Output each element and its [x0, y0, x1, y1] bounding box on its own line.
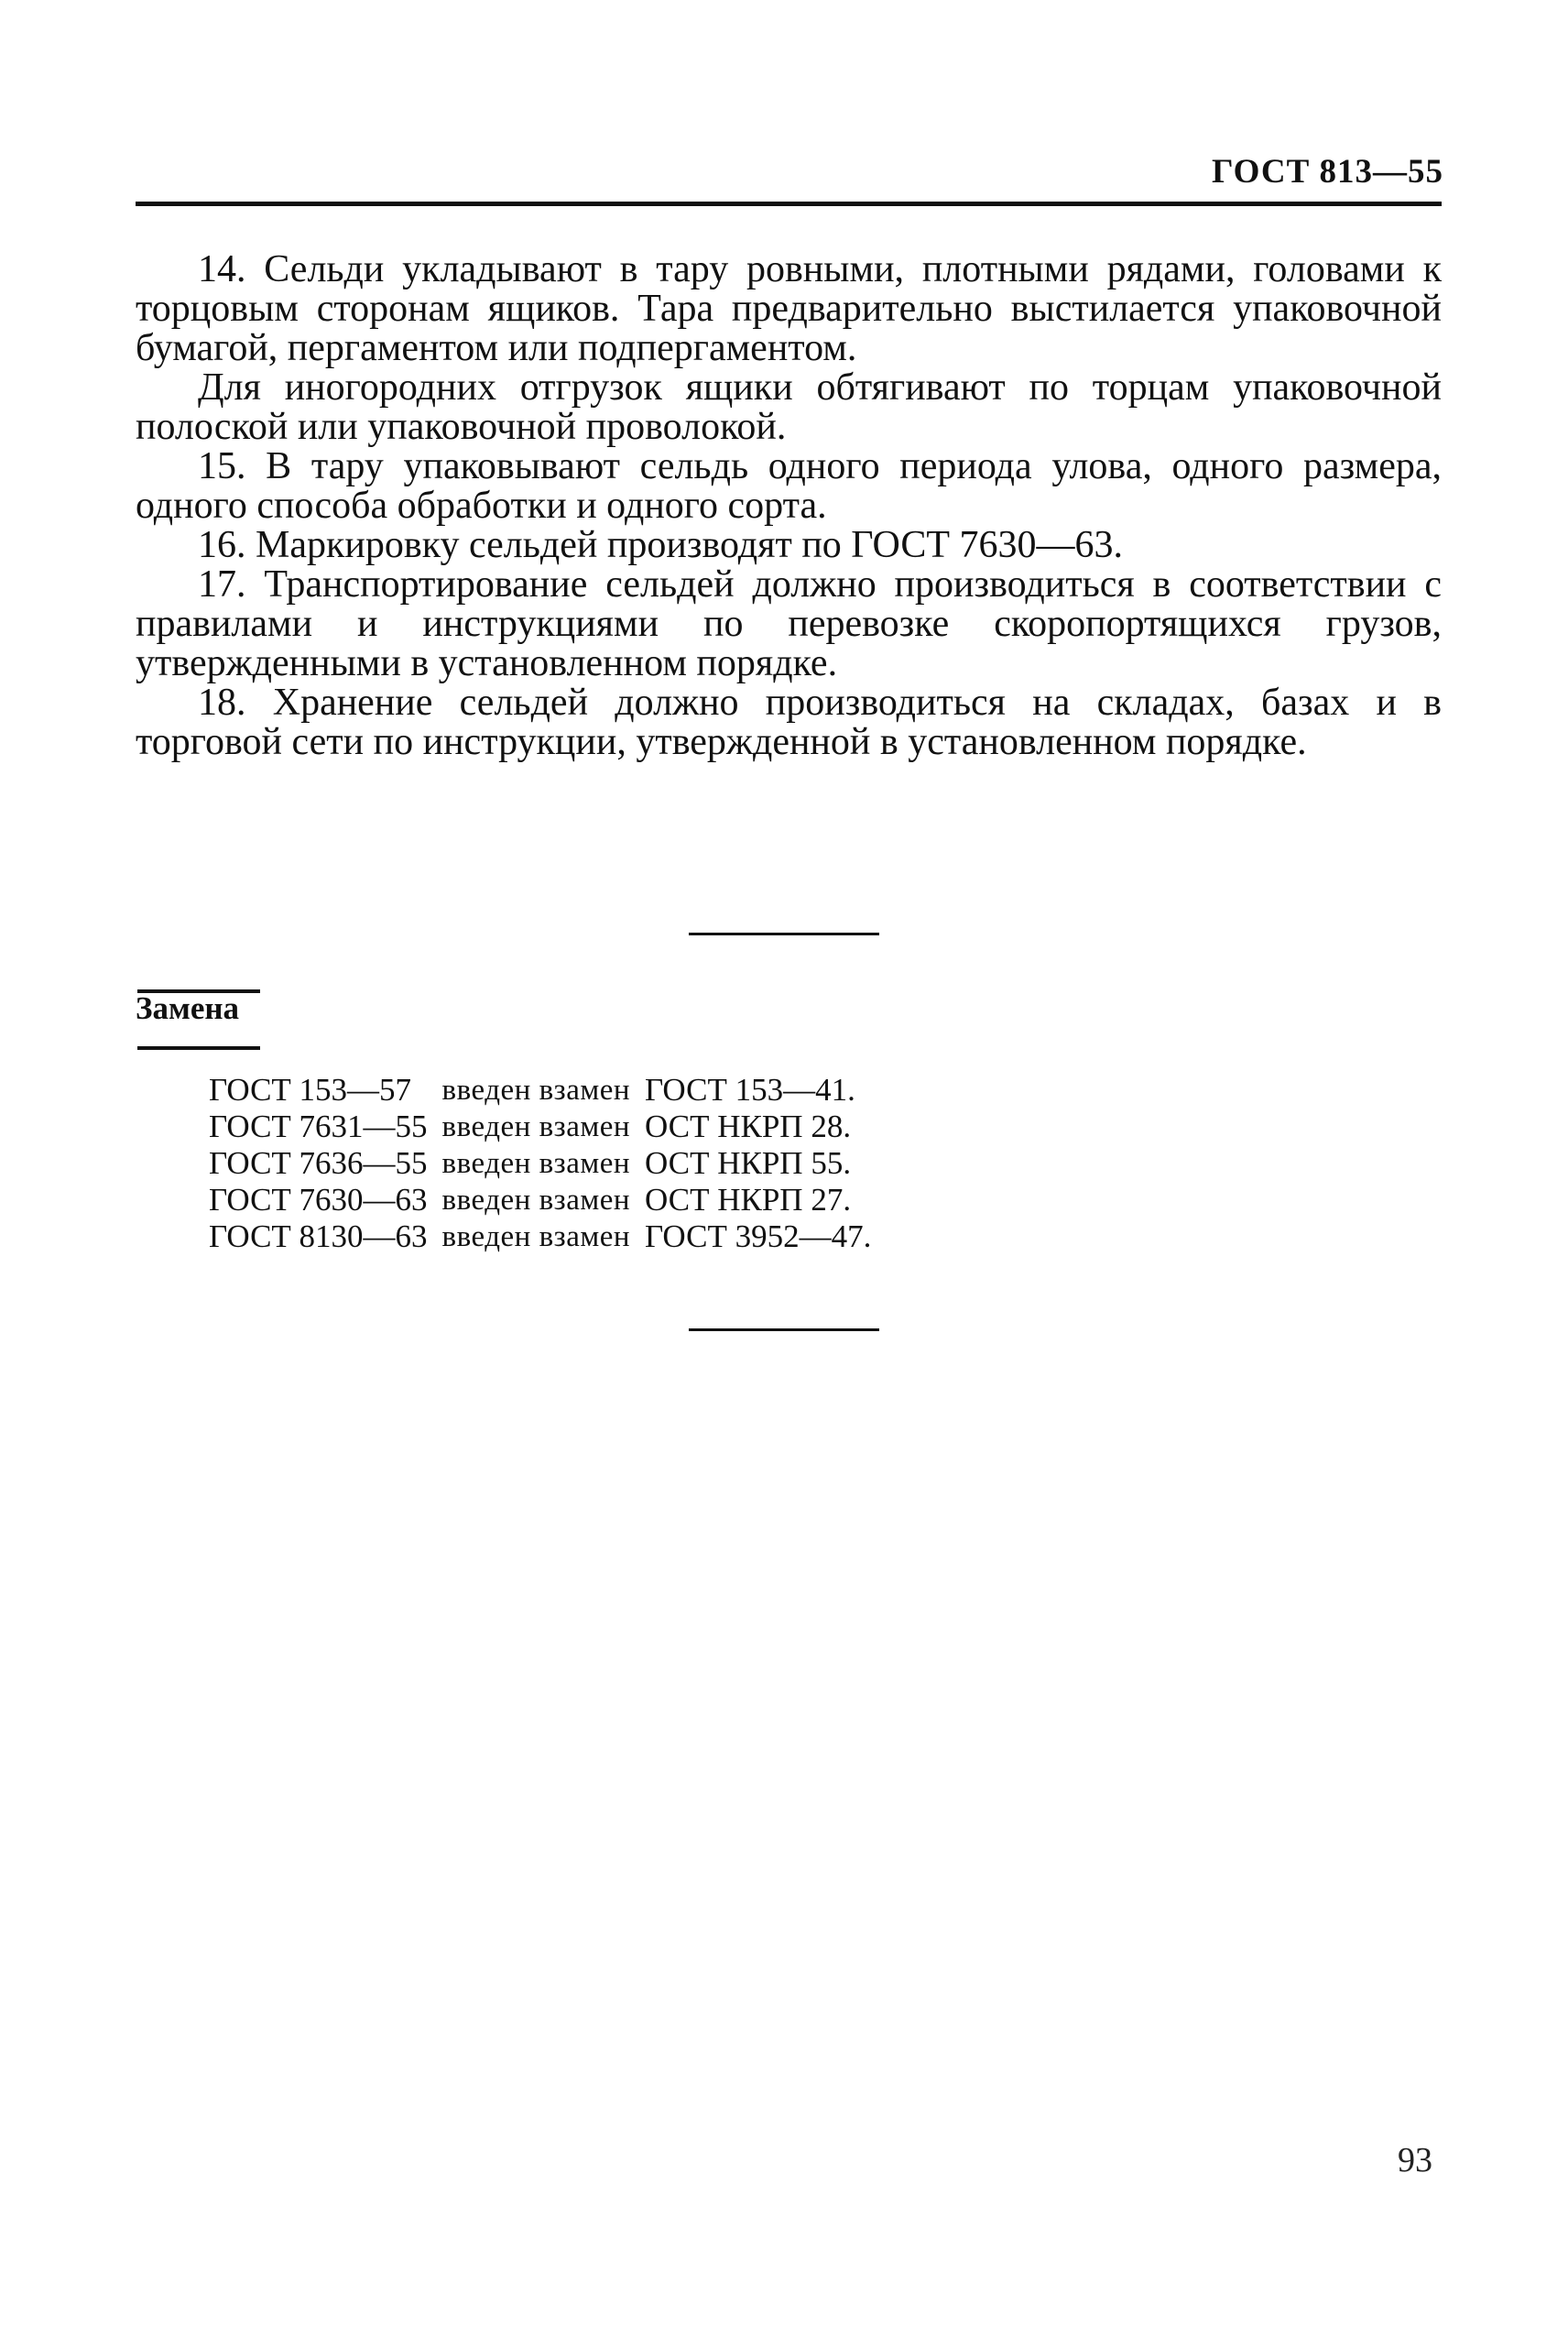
header-rule [136, 202, 1442, 206]
replacement-row [209, 1072, 886, 1109]
replacement-phrase: введен взамен [441, 1184, 631, 1217]
body-text [136, 250, 1442, 762]
end-separator [689, 1328, 879, 1331]
paragraph-14: 14. Сельди укладывают в тару ровными, плотными рядами, головами к торцовым сторонам ящиков. Тара предварительно выстилается упаковочной бумагой, пергаментом или подпергаментом. [136, 248, 1442, 369]
replacement-phrase: введен взамен [441, 1074, 631, 1107]
new-standard: ГОСТ 7636—55 [209, 1145, 428, 1181]
replacement-phrase: введен взамен [441, 1147, 631, 1180]
paragraph-15: 15. В тару упаковывают сельдь одного периода улова, одного размера, одного способа обработки и одного сорта. [136, 445, 1442, 527]
paragraph-18: 18. Хранение сельдей должно производиться на складах, базах и в торговой сети по инструкции, утвержденной в установленном порядке. [136, 682, 1442, 763]
replacement-row [209, 1182, 886, 1218]
old-standard: ОСТ НКРП 27. [645, 1182, 852, 1218]
new-standard: ГОСТ 153—57 [209, 1072, 412, 1108]
old-standard: ОСТ НКРП 55. [645, 1145, 852, 1181]
replacement-row [209, 1145, 886, 1182]
replacement-row [209, 1109, 886, 1145]
new-standard: ГОСТ 7631—55 [209, 1109, 428, 1144]
old-standard: ГОСТ 153—41. [645, 1072, 855, 1108]
paragraph-17: 17. Транспортирование сельдей должно производиться в соответствии с правилами и инструкциями по перевозке скоропортящихся грузов, утвержденными в установленном порядке. [136, 563, 1442, 684]
standard-code: ГОСТ 813—55 [1212, 153, 1443, 191]
new-standard: ГОСТ 8130—63 [209, 1218, 428, 1254]
replacement-title: Замена [136, 990, 240, 1026]
replacement-row [209, 1218, 886, 1255]
old-standard: ОСТ НКРП 28. [645, 1109, 852, 1144]
paragraph-16: 16. Маркировку сельдей производят по ГОСТ 7630—63. [198, 524, 1124, 566]
section-separator [689, 933, 879, 935]
new-standard: ГОСТ 7630—63 [209, 1182, 428, 1218]
old-standard: ГОСТ 3952—47. [645, 1218, 872, 1254]
replacement-phrase: введен взамен [441, 1220, 631, 1253]
paragraph-14-continued: Для иногородних отгрузок ящики обтягивают по торцам упаковочной полоской или упаковочной проволокой. [136, 366, 1442, 448]
page-number: 93 [1398, 2141, 1432, 2180]
replacement-table [209, 1072, 886, 1255]
replacement-phrase: введен взамен [441, 1110, 631, 1143]
replacement-title-bottom-rule [137, 1046, 260, 1050]
